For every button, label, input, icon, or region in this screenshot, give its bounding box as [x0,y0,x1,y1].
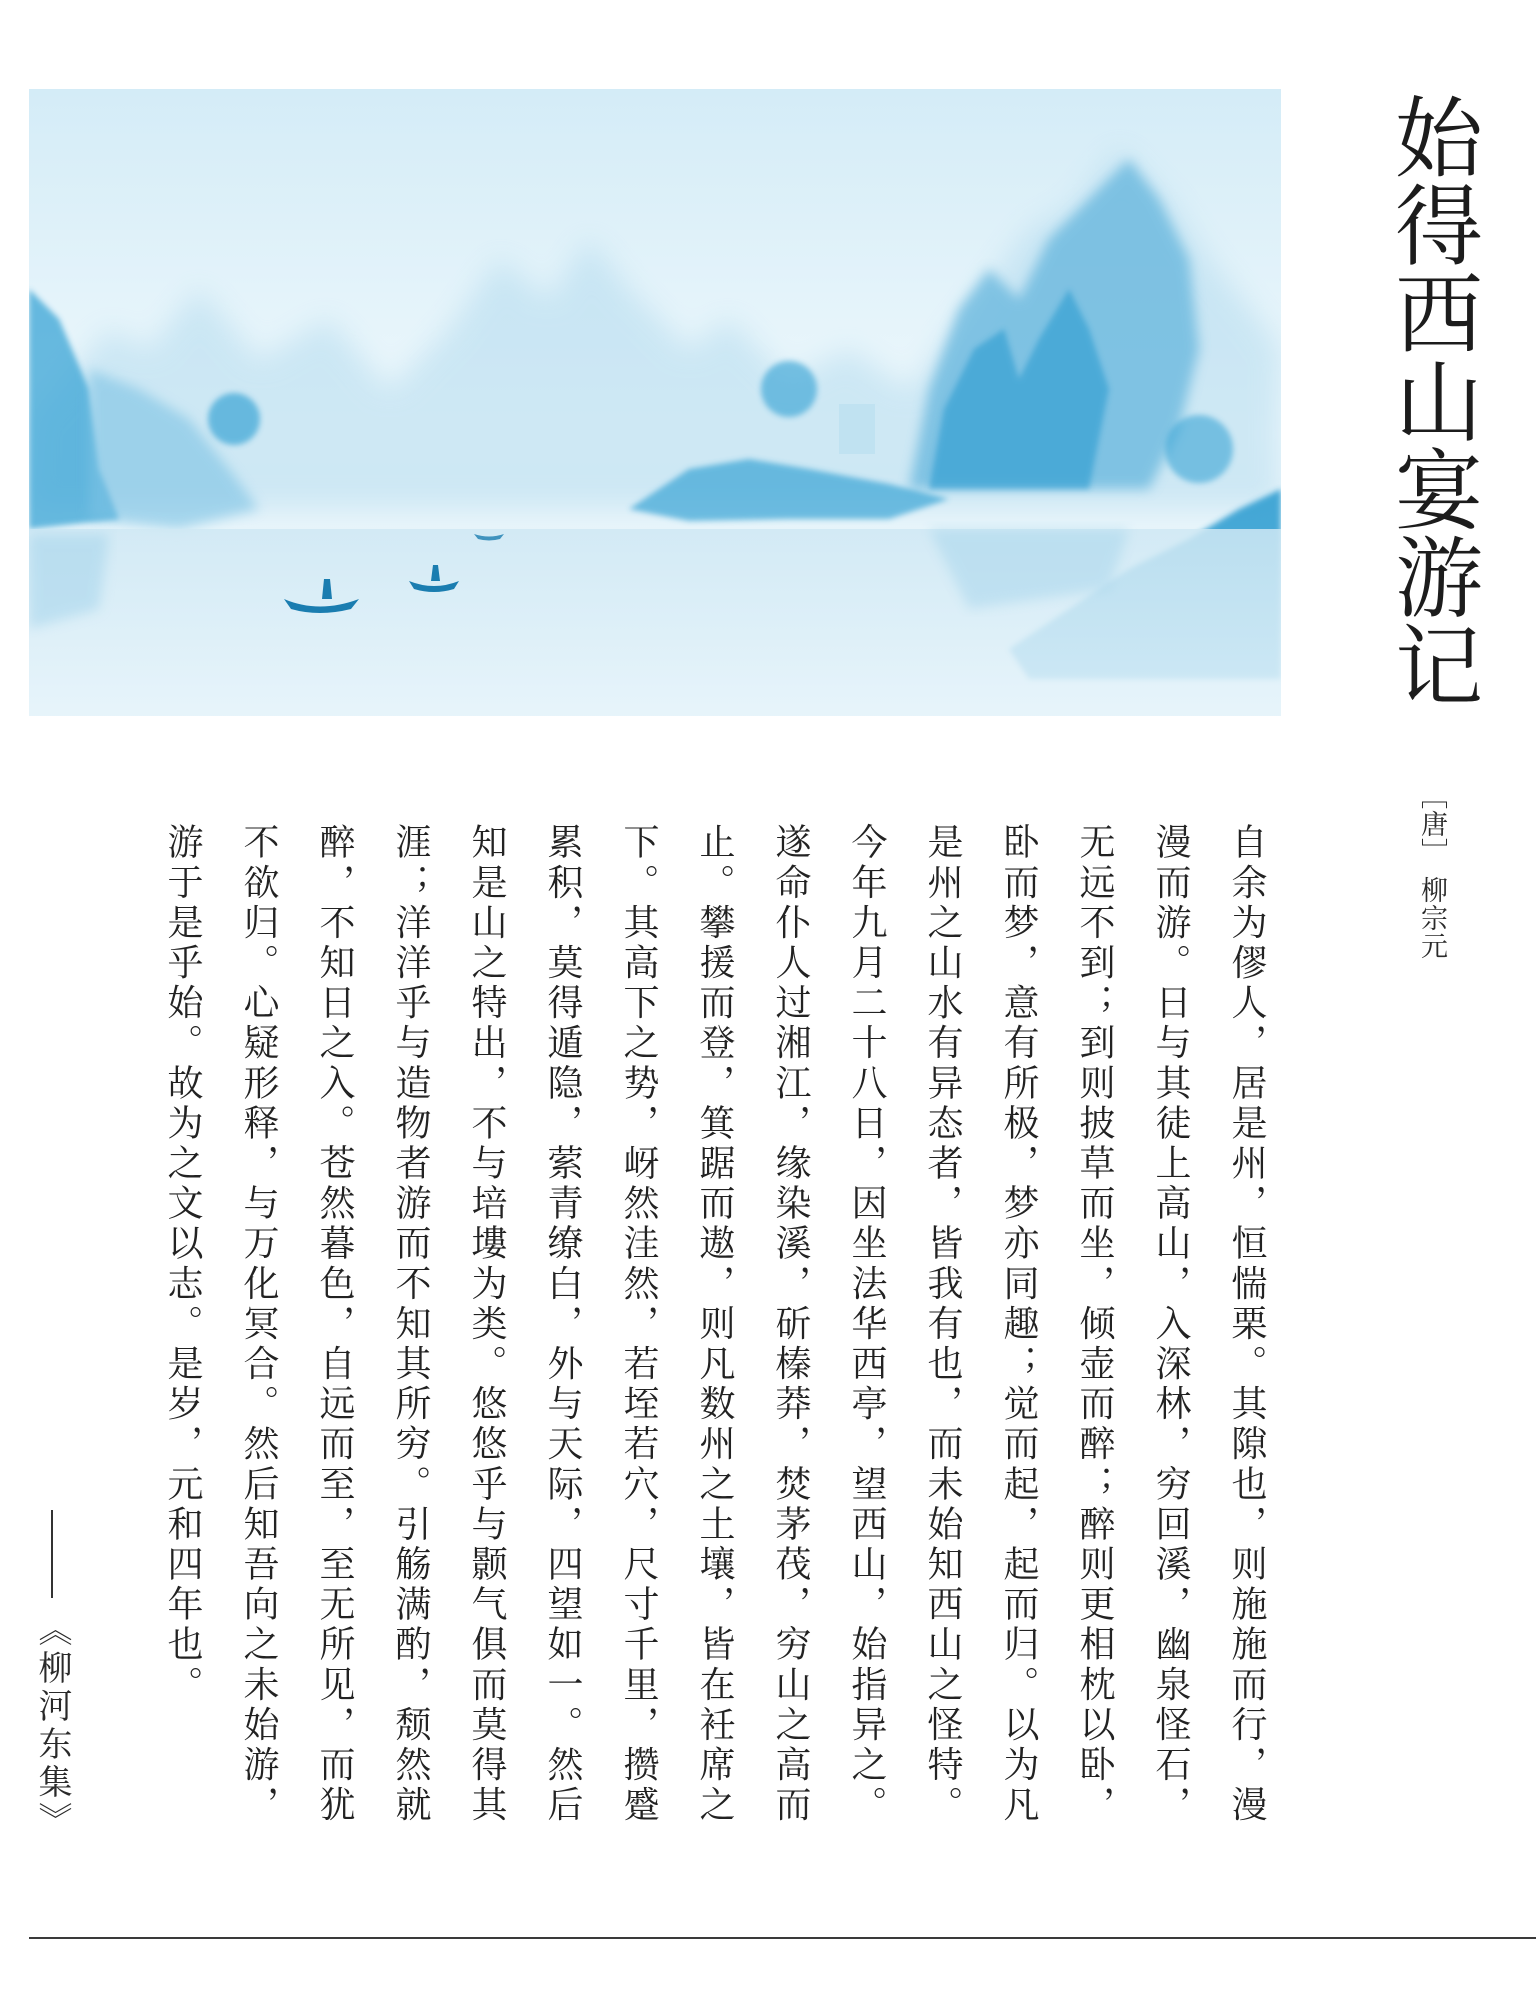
source-title: 《柳河东集》 [32,1612,72,1840]
bottom-divider [29,1937,1536,1939]
author-name: 柳宗元 [1416,876,1447,960]
author-line [1414,782,1448,960]
citation-dash [51,1510,53,1598]
page-title: 始得西山宴游记 [1381,92,1484,708]
article-body [144,823,1284,1843]
source-citation [30,1510,74,1840]
dynasty-label: ［唐］ [1416,782,1447,866]
body-paragraph: 自余为僇人，居是州，恒惴栗。其隙也，则施施而行，漫漫而游。日与其徒上高山，入深林，穷回溪，幽泉怪石，无远不到；到则披草而坐，倾壶而醉；醉则更相枕以卧，卧而梦，意有所极，梦亦同趣；觉而起，起而归。以为凡是州之山水有异态者，皆我有也，而未始知西山之怪特。今年九月二十八日，因坐法华西亭，望西山，始指异之。遂命仆人过湘江，缘染溪，斫榛莽，焚茅茷，穷山之高而止。攀援而登，箕踞而遨，则凡数州之土壤，皆在衽席之下。其高下之势，岈然洼然，若垤若穴，尺寸千里，攒蹙累积，莫得遁隐，萦青缭白，外与天际，四望如一。然后知是山之特出，不与培塿为类。悠悠乎与颢气俱而莫得其涯；洋洋乎与造物者游而不知其所穷。引觞满酌，颓然就醉，不知日之入。苍然暮色，自远而至，至无所见，而犹不欲归。心疑形释，与万化冥合。然后知吾向之未始游，游于是乎始。故为之文以志。是岁，元和四年也。 [162,823,1267,1826]
landscape-illustration [29,89,1281,716]
ink-wash-landscape [29,89,1281,716]
